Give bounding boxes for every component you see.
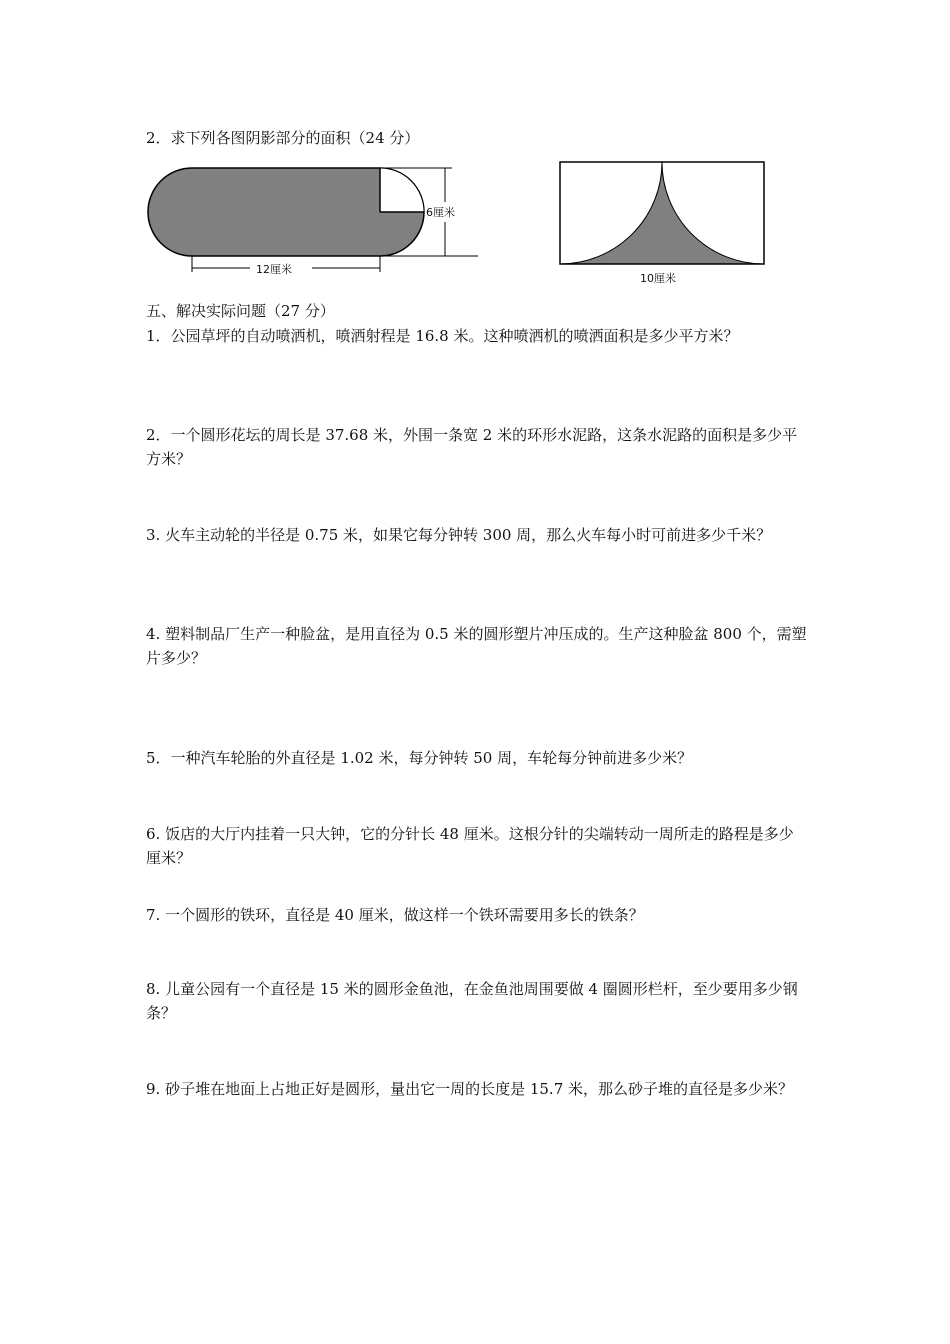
- question-6: 6. 饭店的大厅内挂着一只大钟，它的分针长 48 厘米。这根分针的尖端转动一周所走的路程是多少厘米？: [146, 825, 794, 867]
- question-2: 2．一个圆形花坛的周长是 37.68 米，外围一条宽 2 米的环形水泥路，这条水泥路的面积是多少平方米？: [146, 426, 798, 468]
- width-label: 10厘米: [640, 272, 676, 285]
- section-heading: 五、解决实际问题（27 分）: [146, 302, 335, 320]
- question-5: 5．一种汽车轮胎的外直径是 1.02 米，每分钟转 50 周，车轮每分钟前进多少米？: [146, 749, 693, 767]
- question-heading-shaded-area: 2．求下列各图阴影部分的面积（24 分）: [146, 129, 420, 147]
- question-7: 7. 一个圆形的铁环，直径是 40 厘米，做这样一个铁环需要用多长的铁条？: [146, 906, 644, 924]
- height-label: 6厘米: [426, 206, 455, 219]
- width-label: 12厘米: [256, 263, 292, 276]
- question-8: 8. 儿童公园有一个直径是 15 米的圆形金鱼池，在金鱼池周围要做 4 圈圆形栏杆，至少要用多少钢条？: [146, 980, 798, 1022]
- question-4: 4. 塑料制品厂生产一种脸盆，是用直径为 0.5 米的圆形塑片冲压成的。生产这种脸盆 800 个，需塑片多少？: [146, 625, 807, 667]
- figure-stadium-shaded: [140, 160, 480, 285]
- question-9: 9. 砂子堆在地面上占地正好是圆形，量出它一周的长度是 15.7 米，那么砂子堆的直径是多少米？: [146, 1080, 794, 1098]
- figure-rectangle-shaded: [558, 160, 768, 290]
- question-3: 3. 火车主动轮的半径是 0.75 米，如果它每分钟转 300 周，那么火车每小时可前进多少千米？: [146, 526, 772, 544]
- question-1: 1．公园草坪的自动喷洒机，喷洒射程是 16.8 米。这种喷洒机的喷洒面积是多少平方米？: [146, 327, 739, 345]
